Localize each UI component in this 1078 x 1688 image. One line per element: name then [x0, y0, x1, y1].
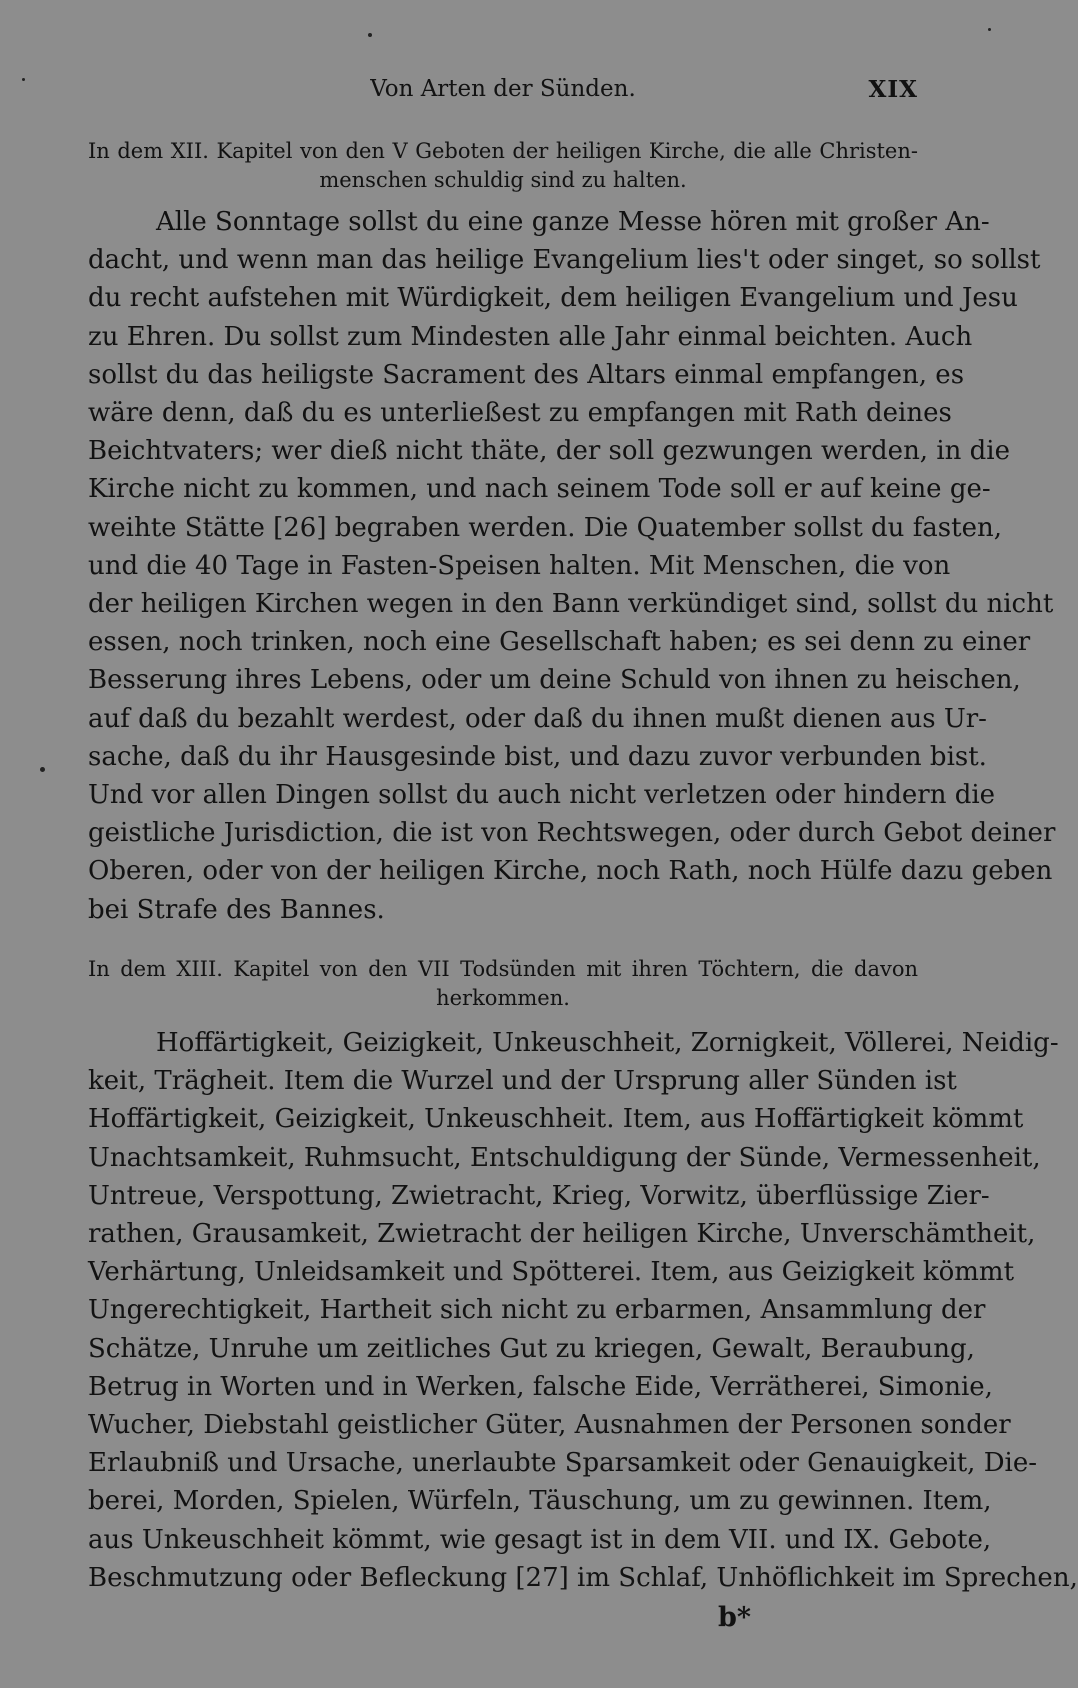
text-line: essen, noch trinken, noch eine Gesellschaft haben; es sei denn zu einer	[88, 627, 1031, 658]
text-line: auf daß du bezahlt werdest, oder daß du ihnen mußt dienen aus Ur-	[88, 703, 987, 734]
text-line: Erlaubniß und Ursache, unerlaubte Sparsamkeit oder Genauigkeit, Die-	[88, 1448, 1038, 1479]
text-line: sache, daß du ihr Hausgesinde bist, und dazu zuvor verbunden bist.	[88, 741, 987, 772]
text-line: Verhärtung, Unleidsamkeit und Spötterei. Item, aus Geizigkeit kömmt	[88, 1257, 1015, 1288]
text-line: Beschmutzung oder Befleckung [27] im Schlaf, Unhöflichkeit im Sprechen,	[88, 1562, 1078, 1593]
text-line: Besserung ihres Lebens, oder um deine Schuld von ihnen zu heischen,	[88, 665, 1021, 696]
text-line: aus Unkeuschheit kömmt, wie gesagt ist in dem VII. und IX. Gebote,	[88, 1524, 992, 1555]
running-head	[88, 70, 918, 106]
text-line: rathen, Grausamkeit, Zwietracht der heiligen Kirche, Unverschämtheit,	[88, 1219, 1036, 1250]
text-line: geistliche Jurisdiction, die ist von Rechtswegen, oder durch Gebot deiner	[88, 818, 1056, 849]
heading-line: herkommen.	[436, 986, 570, 1010]
signature-mark: b*	[718, 1602, 751, 1633]
text-line: Alle Sonntage sollst du eine ganze Messe hören mit großer An-	[156, 207, 990, 237]
text-line: Und vor allen Dingen sollst du auch nicht verletzen oder hindern die	[88, 780, 996, 811]
heading-line: In dem XII. Kapitel von den V Geboten der heiligen Kirche, die alle Christen-	[88, 139, 918, 163]
text-line: sollst du das heiligste Sacrament des Altars einmal empfangen, es	[88, 359, 965, 390]
chapter-12-heading	[88, 137, 918, 195]
text-line: Betrug in Worten und in Werken, falsche Eide, Verrätherei, Simonie,	[88, 1371, 993, 1402]
print-speck	[368, 33, 372, 37]
text-line: Untreue, Verspottung, Zwietracht, Krieg, Vorwitz, überflüssige Zier-	[88, 1180, 990, 1211]
text-line: berei, Morden, Spielen, Würfeln, Täuschung, um zu gewinnen. Item,	[88, 1486, 992, 1517]
page-number: XIX	[868, 76, 918, 103]
text-line: zu Ehren. Du sollst zum Mindesten alle Jahr einmal beichten. Auch	[88, 321, 973, 352]
text-line: und die 40 Tage in Fasten-Speisen halten. Mit Menschen, die von	[88, 550, 951, 581]
text-line: dacht, und wenn man das heilige Evangelium lies't oder singet, so sollst	[88, 245, 1041, 276]
text-line: wäre denn, daß du es unterließest zu empfangen mit Rath deines	[88, 398, 952, 429]
text-line: der heiligen Kirchen wegen in den Bann verkündiget sind, sollst du nicht	[88, 589, 1054, 620]
text-line: weihte Stätte [26] begraben werden. Die Quatember sollst du fasten,	[88, 512, 1002, 543]
text-line: Schätze, Unruhe um zeitliches Gut zu kriegen, Gewalt, Beraubung,	[88, 1333, 975, 1364]
text-line: bei Strafe des Bannes.	[88, 894, 385, 925]
text-line: Ungerechtigkeit, Hartheit sich nicht zu erbarmen, Ansammlung der	[88, 1295, 986, 1326]
text-line: Beichtvaters; wer dieß nicht thäte, der soll gezwungen werden, in die	[88, 436, 1011, 467]
text-line: du recht aufstehen mit Würdigkeit, dem heiligen Evangelium und Jesu	[88, 283, 1018, 314]
print-speck	[22, 78, 25, 81]
text-line: keit, Trägheit. Item die Wurzel und der Ursprung aller Sünden ist	[88, 1066, 957, 1097]
chapter-12-body	[88, 203, 1056, 929]
chapter-13-body	[88, 1024, 1078, 1597]
text-line: Oberen, oder von der heiligen Kirche, noch Rath, noch Hülfe dazu geben	[88, 856, 1053, 887]
print-speck	[40, 767, 45, 772]
text-line: Hoffärtigkeit, Geizigkeit, Unkeuschheit. Item, aus Hoffärtigkeit kömmt	[88, 1104, 1024, 1135]
chapter-13-heading	[88, 955, 918, 1013]
heading-line: In dem XIII. Kapitel von den VII Todsünden mit ihren Töchtern, die davon	[88, 957, 918, 981]
text-line: Unachtsamkeit, Ruhmsucht, Entschuldigung der Sünde, Vermessenheit,	[88, 1142, 1041, 1173]
print-speck	[988, 28, 991, 31]
heading-line: menschen schuldig sind zu halten.	[319, 168, 687, 192]
text-line: Wucher, Diebstahl geistlicher Güter, Ausnahmen der Personen sonder	[88, 1410, 1011, 1441]
text-line: Kirche nicht zu kommen, und nach seinem Tode soll er auf keine ge-	[88, 474, 991, 505]
text-line: Hoffärtigkeit, Geizigkeit, Unkeuschheit, Zornigkeit, Völlerei, Neidig-	[156, 1028, 1059, 1058]
running-head-title: Von Arten der Sünden.	[370, 76, 636, 102]
